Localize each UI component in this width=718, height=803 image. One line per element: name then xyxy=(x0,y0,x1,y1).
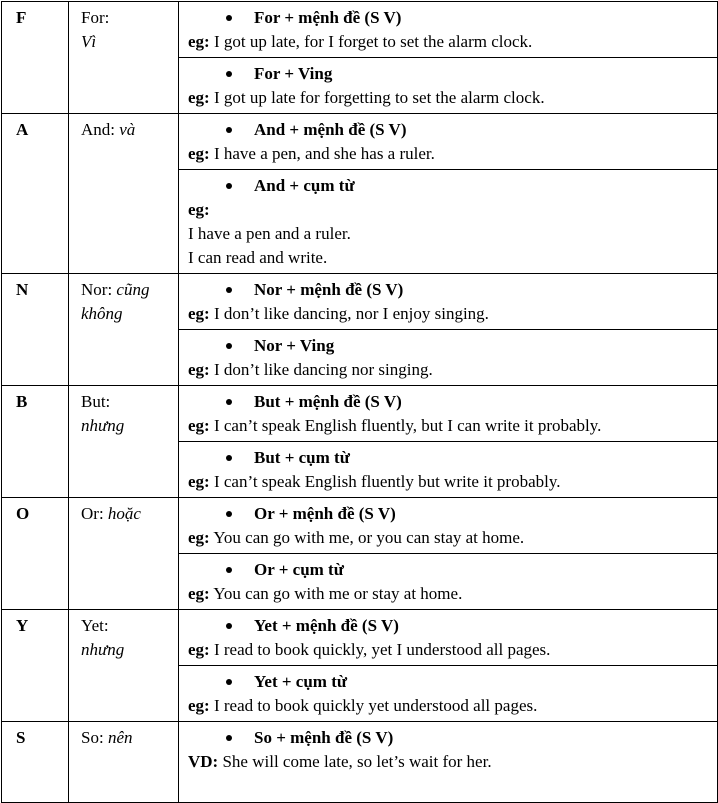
example-line xyxy=(188,30,711,54)
example-text: I have a pen, and she has a ruler. xyxy=(209,144,435,163)
example-text: You can go with me, or you can stay at home. xyxy=(209,528,525,547)
letter-cell: F xyxy=(2,2,69,114)
usage-block xyxy=(179,665,717,721)
example-line xyxy=(188,694,711,718)
usage-block xyxy=(179,274,717,329)
usage-block xyxy=(179,441,717,497)
pattern-text: But + cụm từ xyxy=(254,448,350,467)
example-line xyxy=(188,414,711,438)
example-text: I can’t speak English fluently but write it probably. xyxy=(209,472,561,491)
pattern-bullet xyxy=(188,118,711,142)
pattern-bullet xyxy=(188,6,711,30)
pattern-bullet xyxy=(188,558,711,582)
example-text: You can go with me or stay at home. xyxy=(209,584,463,603)
pattern-text: For + mệnh đề (S V) xyxy=(254,8,402,27)
conjunction-word: Yet: xyxy=(81,616,109,635)
usage-block xyxy=(179,114,717,169)
eg-label: eg: xyxy=(188,200,210,219)
eg-label: eg: xyxy=(188,528,210,547)
example-line xyxy=(188,358,711,382)
conjunction-word: So: xyxy=(81,728,104,747)
conjunction-word: Or: xyxy=(81,504,104,523)
usage-cell xyxy=(179,114,718,274)
meaning-cell xyxy=(69,114,179,274)
letter-cell: Y xyxy=(2,610,69,722)
pattern-text: And + mệnh đề (S V) xyxy=(254,120,407,139)
pattern-text: So + mệnh đề (S V) xyxy=(254,728,394,747)
pattern-text: And + cụm từ xyxy=(254,176,355,195)
eg-label: eg: xyxy=(188,472,210,491)
usage-block xyxy=(179,553,717,609)
table-row xyxy=(2,274,718,386)
usage-cell xyxy=(179,386,718,498)
meaning-cell xyxy=(69,498,179,610)
example-line xyxy=(188,302,711,326)
pattern-bullet xyxy=(188,670,711,694)
example-text: I read to book quickly, yet I understood all pages. xyxy=(209,640,551,659)
table-row xyxy=(2,2,718,114)
example-text: I don’t like dancing nor singing. xyxy=(209,360,433,379)
usage-cell xyxy=(179,722,718,803)
fanboys-table xyxy=(1,1,718,803)
pattern-bullet xyxy=(188,334,711,358)
vietnamese-meaning: cũng không xyxy=(81,280,150,323)
pattern-text: Nor + Ving xyxy=(254,336,335,355)
vietnamese-meaning: nên xyxy=(107,728,133,747)
pattern-bullet xyxy=(188,502,711,526)
meaning-cell xyxy=(69,386,179,498)
example-text: She will come late, so let’s wait for her. xyxy=(218,752,492,771)
pattern-text: Nor + mệnh đề (S V) xyxy=(254,280,404,299)
vietnamese-meaning: Vì xyxy=(81,32,97,51)
usage-block xyxy=(179,169,717,273)
conjunction-word: But: xyxy=(81,392,111,411)
pattern-bullet xyxy=(188,278,711,302)
example-line xyxy=(188,750,711,774)
table-row xyxy=(2,498,718,610)
usage-block xyxy=(179,2,717,57)
usage-cell xyxy=(179,498,718,610)
example-text: I can read and write. xyxy=(188,248,328,267)
pattern-text: Or + cụm từ xyxy=(254,560,344,579)
conjunction-word: Nor: xyxy=(81,280,113,299)
meaning-cell xyxy=(69,274,179,386)
letter-cell: A xyxy=(2,114,69,274)
letter-cell: B xyxy=(2,386,69,498)
eg-label: eg: xyxy=(188,304,210,323)
eg-label: eg: xyxy=(188,32,210,51)
eg-label: eg: xyxy=(188,696,210,715)
example-line xyxy=(188,582,711,606)
usage-cell xyxy=(179,610,718,722)
usage-cell xyxy=(179,274,718,386)
letter-cell: O xyxy=(2,498,69,610)
conjunction-word: For: xyxy=(81,8,110,27)
example-text: I don’t like dancing, nor I enjoy singing. xyxy=(209,304,489,323)
pattern-text: Yet + mệnh đề (S V) xyxy=(254,616,399,635)
conjunction-word: And: xyxy=(81,120,115,139)
usage-block xyxy=(179,610,717,665)
vietnamese-meaning: nhưng xyxy=(81,640,125,659)
table-row xyxy=(2,114,718,274)
meaning-cell xyxy=(69,610,179,722)
pattern-text: But + mệnh đề (S V) xyxy=(254,392,402,411)
eg-label: eg: xyxy=(188,144,210,163)
pattern-bullet xyxy=(188,726,711,750)
vietnamese-meaning: nhưng xyxy=(81,416,125,435)
meaning-cell xyxy=(69,2,179,114)
eg-label: VD: xyxy=(188,752,219,771)
example-line xyxy=(188,142,711,166)
pattern-bullet xyxy=(188,446,711,470)
table-row xyxy=(2,610,718,722)
example-text: I have a pen and a ruler. xyxy=(188,224,351,243)
usage-cell xyxy=(179,2,718,114)
pattern-text: Yet + cụm từ xyxy=(254,672,348,691)
pattern-bullet xyxy=(188,62,711,86)
usage-block xyxy=(179,329,717,385)
example-line xyxy=(188,86,711,110)
pattern-bullet xyxy=(188,174,711,198)
example-text: I got up late, for I forget to set the alarm clock. xyxy=(209,32,533,51)
eg-label: eg: xyxy=(188,416,210,435)
example-text: I read to book quickly yet understood all pages. xyxy=(209,696,538,715)
usage-block xyxy=(179,386,717,441)
usage-block xyxy=(179,57,717,113)
example-text: I can’t speak English fluently, but I can write it probably. xyxy=(209,416,602,435)
meaning-cell xyxy=(69,722,179,803)
table-row xyxy=(2,722,718,803)
letter-cell: S xyxy=(2,722,69,803)
eg-label: eg: xyxy=(188,584,210,603)
table-row xyxy=(2,386,718,498)
eg-label: eg: xyxy=(188,640,210,659)
example-text: I got up late for forgetting to set the alarm clock. xyxy=(209,88,545,107)
vietnamese-meaning: và xyxy=(119,120,136,139)
eg-label: eg: xyxy=(188,360,210,379)
eg-label: eg: xyxy=(188,88,210,107)
usage-block xyxy=(179,722,717,777)
letter-cell: N xyxy=(2,274,69,386)
usage-block xyxy=(179,498,717,553)
vietnamese-meaning: hoặc xyxy=(107,504,141,523)
pattern-text: For + Ving xyxy=(254,64,333,83)
pattern-bullet xyxy=(188,614,711,638)
example-line xyxy=(188,470,711,494)
example-line xyxy=(188,526,711,550)
pattern-text: Or + mệnh đề (S V) xyxy=(254,504,396,523)
example-line xyxy=(188,638,711,662)
pattern-bullet xyxy=(188,390,711,414)
